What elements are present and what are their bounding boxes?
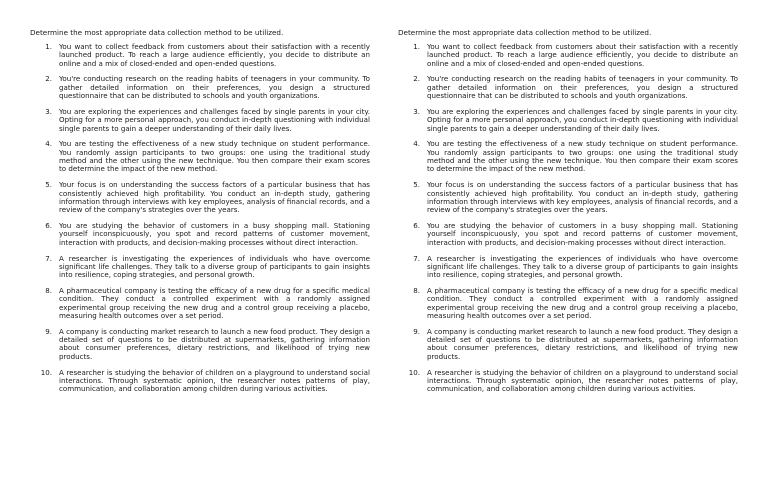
item-number: 1. — [413, 42, 420, 51]
item-number: 10. — [40, 367, 52, 377]
list-item — [30, 222, 370, 247]
list-item — [30, 328, 370, 361]
item-text: A researcher is investigating the experiences of individuals who have overcome significant life challenges. They talk to a diverse group of participants to gain insights into resilience, coping strategies, and personal growth. — [427, 253, 738, 280]
item-text: Your focus is on understanding the success factors of a particular business that has consistently achieved high profitability. You conduct an in-depth study, gathering information through interviews with key employees, analysis of financial records, and a review of the company's strategies over the years. — [427, 180, 738, 215]
item-text: You are exploring the experiences and challenges faced by single parents in your city. Opting for a more personal approach, you conduct in-depth questioning with individual single parents to gain a deeper understanding of their daily lives. — [59, 106, 370, 133]
item-text: You are studying the behavior of customers in a busy shopping mall. Stationing yourself inconspicuously, you spot and record patterns of customer movement, interaction with products, and decision-making processes without direct interaction. — [427, 221, 738, 247]
item-text: Your focus is on understanding the success factors of a particular business that has consistently achieved high profitability. You conduct an in-depth study, gathering information through interviews with key employees, analysis of financial records, and a review of the company's strategies over the years. — [59, 180, 370, 215]
item-number: 4. — [45, 139, 52, 149]
item-number: 2. — [45, 74, 52, 84]
item-number: 4. — [413, 139, 420, 149]
item-number: 3. — [45, 106, 52, 116]
item-number: 8. — [413, 285, 420, 295]
list-item — [398, 222, 738, 247]
item-number: 9. — [45, 326, 52, 336]
item-text: You are testing the effectiveness of a new study technique on student performance. You randomly assign participants to two groups: one using the traditional study method and the other using the new technique. You then compare their exam scores to determine the impact of the new method. — [59, 139, 370, 174]
item-number: 6. — [45, 221, 52, 231]
list-item — [398, 181, 738, 214]
right-column — [398, 28, 738, 401]
item-text: You're conducting research on the reading habits of teenagers in your community. To gather detailed information on their preferences, you design a structured questionnaire that can be distributed to schools and youth organizations. — [427, 74, 738, 101]
list-item — [398, 328, 738, 361]
list-item — [30, 43, 370, 68]
item-text: You want to collect feedback from customers about their satisfaction with a recently launched product. To reach a large audience efficiently, you decide to distribute an online and a mix of closed-ended and open-ended questions. — [427, 42, 738, 68]
list-item — [398, 369, 738, 394]
list-item — [30, 181, 370, 214]
list-item — [30, 369, 370, 394]
item-number: 5. — [413, 180, 420, 190]
item-text: A company is conducting market research to launch a new food product. They design a detailed set of questions to be distributed at supermarkets, gathering information about consumer preferences, dietary restrictions, and likelihood of trying new products. — [427, 326, 738, 361]
item-text: A company is conducting market research to launch a new food product. They design a detailed set of questions to be distributed at supermarkets, gathering information about consumer preferences, dietary restrictions, and likelihood of trying new products. — [59, 326, 370, 361]
item-number: 7. — [45, 253, 52, 263]
list-item — [30, 108, 370, 133]
list-item — [398, 75, 738, 100]
list-item — [30, 287, 370, 320]
list-item — [398, 287, 738, 320]
list-item — [398, 140, 738, 173]
item-number: 8. — [45, 285, 52, 295]
list-item — [398, 43, 738, 68]
item-number: 7. — [413, 253, 420, 263]
item-number: 6. — [413, 221, 420, 231]
list-item — [398, 108, 738, 133]
instruction: Determine the most appropriate data collection method to be utilized. — [398, 28, 652, 37]
item-number: 1. — [45, 42, 52, 51]
item-text: You're conducting research on the reading habits of teenagers in your community. To gather detailed information on their preferences, you design a structured questionnaire that can be distributed to schools and youth organizations. — [59, 74, 370, 101]
question-list — [30, 43, 370, 393]
item-number: 5. — [45, 180, 52, 190]
item-text: A researcher is studying the behavior of children on a playground to understand social interactions. Through systematic opinion, the researcher notes patterns of play, communication, and collaboration among children during various activities. — [59, 367, 370, 394]
item-text: A researcher is investigating the experiences of individuals who have overcome significant life challenges. They talk to a diverse group of participants to gain insights into resilience, coping strategies, and personal growth. — [59, 253, 370, 280]
item-text: A pharmaceutical company is testing the efficacy of a new drug for a specific medical condition. They conduct a controlled experiment with a randomly assigned experimental group receiving the new drug and a control group receiving a placebo, measuring health outcomes over a set period. — [427, 285, 738, 320]
item-text: A researcher is studying the behavior of children on a playground to understand social interactions. Through systematic opinion, the researcher notes patterns of play, communication, and collaboration among children during various activities. — [427, 367, 738, 394]
item-number: 9. — [413, 326, 420, 336]
item-text: A pharmaceutical company is testing the efficacy of a new drug for a specific medical condition. They conduct a controlled experiment with a randomly assigned experimental group receiving the new drug and a control group receiving a placebo, measuring health outcomes over a set period. — [59, 285, 370, 320]
list-item — [30, 255, 370, 280]
list-item — [30, 75, 370, 100]
list-item — [398, 255, 738, 280]
item-text: You are studying the behavior of customers in a busy shopping mall. Stationing yourself inconspicuously, you spot and record patterns of customer movement, interaction with products, and decision-making processes without direct interaction. — [59, 221, 370, 247]
question-list — [398, 43, 738, 393]
item-number: 2. — [413, 74, 420, 84]
instruction: Determine the most appropriate data collection method to be utilized. — [30, 28, 284, 37]
item-text: You are exploring the experiences and challenges faced by single parents in your city. Opting for a more personal approach, you conduct in-depth questioning with individual single parents to gain a deeper understanding of their daily lives. — [427, 106, 738, 133]
left-column — [30, 28, 370, 401]
item-number: 10. — [408, 367, 420, 377]
item-number: 3. — [413, 106, 420, 116]
item-text: You are testing the effectiveness of a new study technique on student performance. You randomly assign participants to two groups: one using the traditional study method and the other using the new technique. You then compare their exam scores to determine the impact of the new method. — [427, 139, 738, 174]
item-text: You want to collect feedback from customers about their satisfaction with a recently launched product. To reach a large audience efficiently, you decide to distribute an online and a mix of closed-ended and open-ended questions. — [59, 42, 370, 68]
list-item — [30, 140, 370, 173]
